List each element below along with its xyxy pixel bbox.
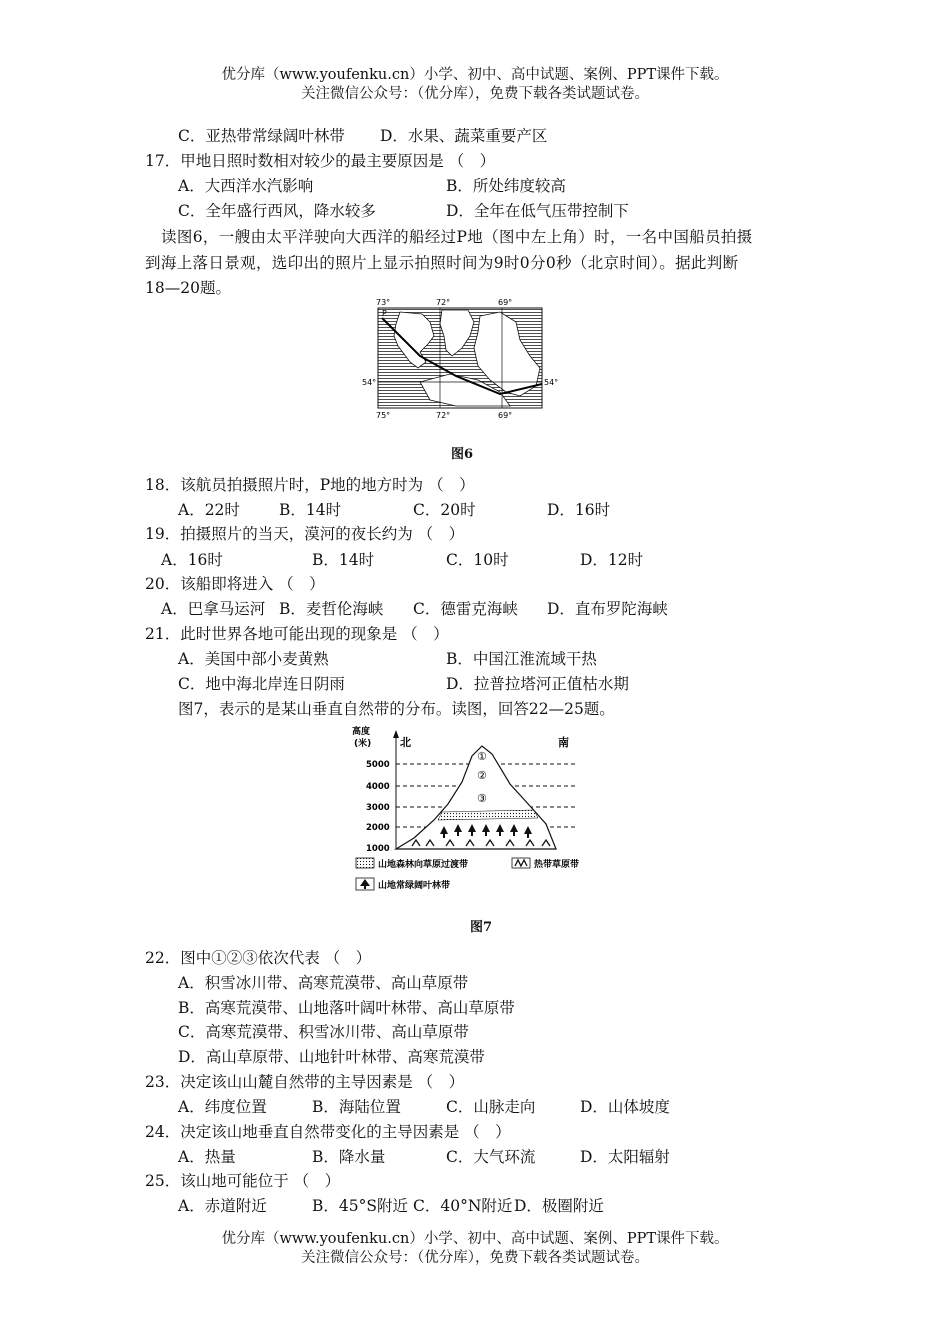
- q23-option-d: D．山体坡度: [580, 1098, 670, 1116]
- lon-bottom-1: 75°: [376, 411, 391, 420]
- tick-4000: 4000: [366, 782, 390, 792]
- footer-line-1: 优分库（www.youfenku.cn）小学、初中、高中试题、案例、PPT课件下载。: [221, 1231, 729, 1247]
- lon-bottom-3: 69°: [498, 411, 513, 420]
- y-axis-arrow: [393, 730, 399, 738]
- q17-option-d: D．全年在低气压带控制下: [446, 202, 629, 220]
- q24-stem: 24．决定该山地垂直自然带变化的主导因素是 （ ）: [145, 1123, 511, 1141]
- intro6-line-1: 读图6，一艘由太平洋驶向大西洋的船经过P地（图中左上角）时，一名中国船员拍摄: [161, 228, 753, 246]
- q21-option-c: C．地中海北岸连日阴雨: [178, 675, 345, 693]
- q22-option-a: A．积雪冰川带、高寒荒漠带、高山草原带: [178, 974, 469, 992]
- q17-stem: 17．甲地日照时数相对较少的最主要原因是 （ ）: [145, 152, 496, 170]
- tick-3000: 3000: [366, 803, 390, 813]
- lon-top-3: 69°: [498, 298, 513, 307]
- q25-option-c: C．40°N附近: [413, 1197, 513, 1215]
- q24-option-d: D．太阳辐射: [580, 1148, 670, 1166]
- q21-option-a: A．美国中部小麦黄熟: [178, 650, 329, 668]
- q19-option-d: D．12时: [580, 551, 644, 569]
- zone-3-label: ③: [477, 792, 487, 805]
- zone-1-label: ①: [477, 750, 487, 763]
- legend-transition-swatch: [356, 858, 374, 868]
- q20-option-a: A．巴拿马运河: [161, 600, 266, 618]
- q19-option-c: C．10时: [446, 551, 509, 569]
- y-axis-title: 高度: [352, 727, 371, 737]
- p-label: P: [382, 309, 387, 318]
- header-line-1: 优分库（www.youfenku.cn）小学、初中、高中试题、案例、PPT课件下载。: [221, 67, 729, 83]
- north-label: 北: [400, 736, 411, 749]
- q20-stem: 20．该船即将进入 （ ）: [145, 575, 325, 593]
- intro6-line-3: 18—20题。: [145, 279, 231, 297]
- q21-stem: 21．此时世界各地可能出现的现象是 （ ）: [145, 625, 449, 643]
- tick-2000: 2000: [366, 823, 390, 833]
- q16-option-d: D．水果、蔬菜重要产区: [380, 127, 548, 145]
- tick-5000: 5000: [366, 760, 390, 770]
- y-axis-unit: (米): [354, 739, 372, 749]
- header-line-2: 关注微信公众号：（优分库），免费下载各类试题试卷。: [301, 86, 649, 102]
- lon-top-1: 73°: [376, 298, 391, 307]
- q24-option-c: C．大气环流: [446, 1148, 536, 1166]
- legend-forest-stem: [364, 886, 366, 889]
- q22-option-c: C．高寒荒漠带、积雪冰川带、高山草原带: [178, 1023, 469, 1041]
- q18-option-c: C．20时: [413, 501, 476, 519]
- lat-right: 54°: [544, 378, 559, 387]
- lon-bottom-2: 72°: [436, 411, 451, 420]
- q19-stem: 19．拍摄照片的当天，漠河的夜长约为 （ ）: [145, 525, 465, 543]
- intro7: 图7，表示的是某山垂直自然带的分布。读图，回答22—25题。: [178, 700, 615, 718]
- q23-stem: 23．决定该山山麓自然带的主导因素是 （ ）: [145, 1073, 465, 1091]
- footer-line-2: 关注微信公众号：（优分库），免费下载各类试题试卷。: [301, 1250, 649, 1266]
- q20-option-c: C．德雷克海峡: [413, 600, 518, 618]
- legend-forest-label: 山地常绿阔叶林带: [378, 881, 451, 891]
- q23-option-a: A．纬度位置: [178, 1098, 267, 1116]
- q23-option-b: B．海陆位置: [312, 1098, 401, 1116]
- q21-option-d: D．拉普拉塔河正值枯水期: [446, 675, 629, 693]
- q25-option-a: A．赤道附近: [178, 1197, 267, 1215]
- q19-option-a: A．16时: [161, 551, 223, 569]
- q21-option-b: B．中国江淮流域干热: [446, 650, 597, 668]
- tick-1000: 1000: [366, 844, 390, 854]
- q18-stem: 18．该航员拍摄照片时，P地的地方时为 （ ）: [145, 476, 475, 494]
- q22-stem: 22．图中①②③依次代表 （ ）: [145, 949, 372, 967]
- q25-stem: 25．该山地可能位于 （ ）: [145, 1172, 341, 1190]
- lon-top-2: 72°: [436, 298, 451, 307]
- q20-option-d: D．直布罗陀海峡: [547, 600, 668, 618]
- intro6-line-2: 到海上落日景观，选印出的照片上显示拍照时间为9时0分0秒（北京时间）。据此判断: [145, 254, 739, 272]
- q24-option-a: A．热量: [178, 1148, 236, 1166]
- q17-option-b: B．所处纬度较高: [446, 177, 566, 195]
- south-label: 南: [558, 736, 569, 749]
- zone-2-label: ②: [477, 769, 487, 782]
- q17-option-a: A．大西洋水汽影响: [178, 177, 314, 195]
- legend-transition-label: 山地森林向草原过渡带: [378, 860, 469, 870]
- q23-option-c: C．山脉走向: [446, 1098, 536, 1116]
- q17-option-c: C．全年盛行西风，降水较多: [178, 202, 376, 220]
- lat-left: 54°: [362, 378, 377, 387]
- q22-option-b: B．高寒荒漠带、山地落叶阔叶林带、高山草原带: [178, 999, 515, 1017]
- q18-option-a: A．22时: [178, 501, 240, 519]
- q16-option-c: C．亚热带常绿阔叶林带: [178, 127, 345, 145]
- q22-option-d: D．高山草原带、山地针叶林带、高寒荒漠带: [178, 1048, 485, 1066]
- figure-7-diagram: [350, 722, 600, 900]
- figure-7-caption: 图7: [470, 920, 493, 935]
- q20-option-b: B．麦哲伦海峡: [279, 600, 384, 618]
- mountain-outline: [396, 746, 556, 849]
- q25-option-b: B．45°S附近: [312, 1197, 408, 1215]
- q18-option-d: D．16时: [547, 501, 611, 519]
- q19-option-b: B．14时: [312, 551, 375, 569]
- q25-option-d: D．极圈附近: [514, 1197, 604, 1215]
- figure-6-caption: 图6: [451, 447, 474, 462]
- figure-6-map: [360, 296, 560, 424]
- legend-savanna-label: 热带草原带: [534, 860, 580, 870]
- q24-option-b: B．降水量: [312, 1148, 386, 1166]
- q18-option-b: B．14时: [279, 501, 342, 519]
